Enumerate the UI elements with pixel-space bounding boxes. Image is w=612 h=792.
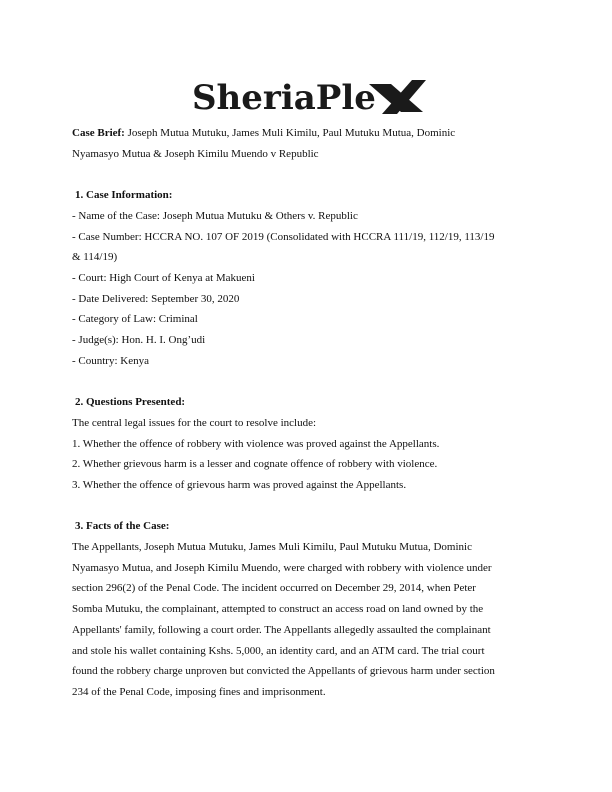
facts-line: and stole his wallet containing Kshs. 5,000, an identity card, and an ATM card. The trial court [72, 644, 485, 657]
case-brief-label: Case Brief: [72, 127, 125, 139]
facts-line: found the robbery charge unproven but convicted the Appellants of grievous harm under section [72, 665, 495, 678]
facts-line: section 296(2) of the Penal Code. The incident occurred on December 29, 2014, when Peter [72, 582, 476, 595]
case-info-line: & 114/19) [72, 251, 118, 264]
facts-line: The Appellants, Joseph Mutua Mutuku, James Muli Kimilu, Paul Mutuku Mutua, Dominic [72, 541, 472, 554]
document-body [72, 123, 540, 703]
sheriaplex-logo [186, 70, 426, 120]
section-3-heading: 3. Facts of the Case: [75, 520, 170, 533]
questions-line: The central legal issues for the court to resolve include: [72, 416, 317, 429]
case-info-line: - Court: High Court of Kenya at Makueni [72, 271, 255, 284]
logo-x-mark [369, 80, 426, 114]
logo [0, 70, 612, 130]
facts-line: 234 of the Penal Code, imposing fines and imprisonment. [72, 685, 326, 698]
case-brief-title-part-1: Joseph Mutua Mutuku, James Muli Kimilu, Paul Mutuku Mutua, Dominic [124, 127, 456, 139]
section-2-heading: 2. Questions Presented: [75, 396, 186, 409]
facts-line: Nyamasyo Mutua, and Joseph Kimilu Muendo, were charged with robbery with violence under [72, 561, 492, 574]
questions-line: 1. Whether the offence of robbery with violence was proved against the Appellants. [72, 437, 440, 450]
facts-line: Somba Mutuku, the complainant, attempted to construct an access road on land owned by the [72, 603, 484, 616]
questions-line: 2. Whether grievous harm is a lesser and cognate offence of robbery with violence. [72, 458, 438, 471]
case-info-line: - Country: Kenya [72, 354, 149, 367]
case-info-line: - Judge(s): Hon. H. I. Ong’udi [72, 334, 206, 347]
case-brief-line-2: Nyamasyo Mutua & Joseph Kimilu Muendo v Republic [72, 147, 319, 160]
case-info-line: - Date Delivered: September 30, 2020 [72, 292, 240, 305]
case-info-line: - Category of Law: Criminal [72, 313, 198, 326]
case-brief-line-1 [72, 123, 540, 144]
case-info-line: - Case Number: HCCRA NO. 107 OF 2019 (Consolidated with HCCRA 111/19, 112/19, 113/19 [72, 230, 495, 243]
section-1-heading: 1. Case Information: [75, 189, 173, 202]
logo-wordmark: SheriaPle [192, 78, 376, 118]
facts-line: Appellants' family, following a court order. The Appellants allegedly assaulted the complainant [72, 623, 491, 636]
case-info-line: - Name of the Case: Joseph Mutua Mutuku & Others v. Republic [72, 209, 358, 222]
questions-line: 3. Whether the offence of grievous harm was proved against the Appellants. [72, 478, 407, 491]
